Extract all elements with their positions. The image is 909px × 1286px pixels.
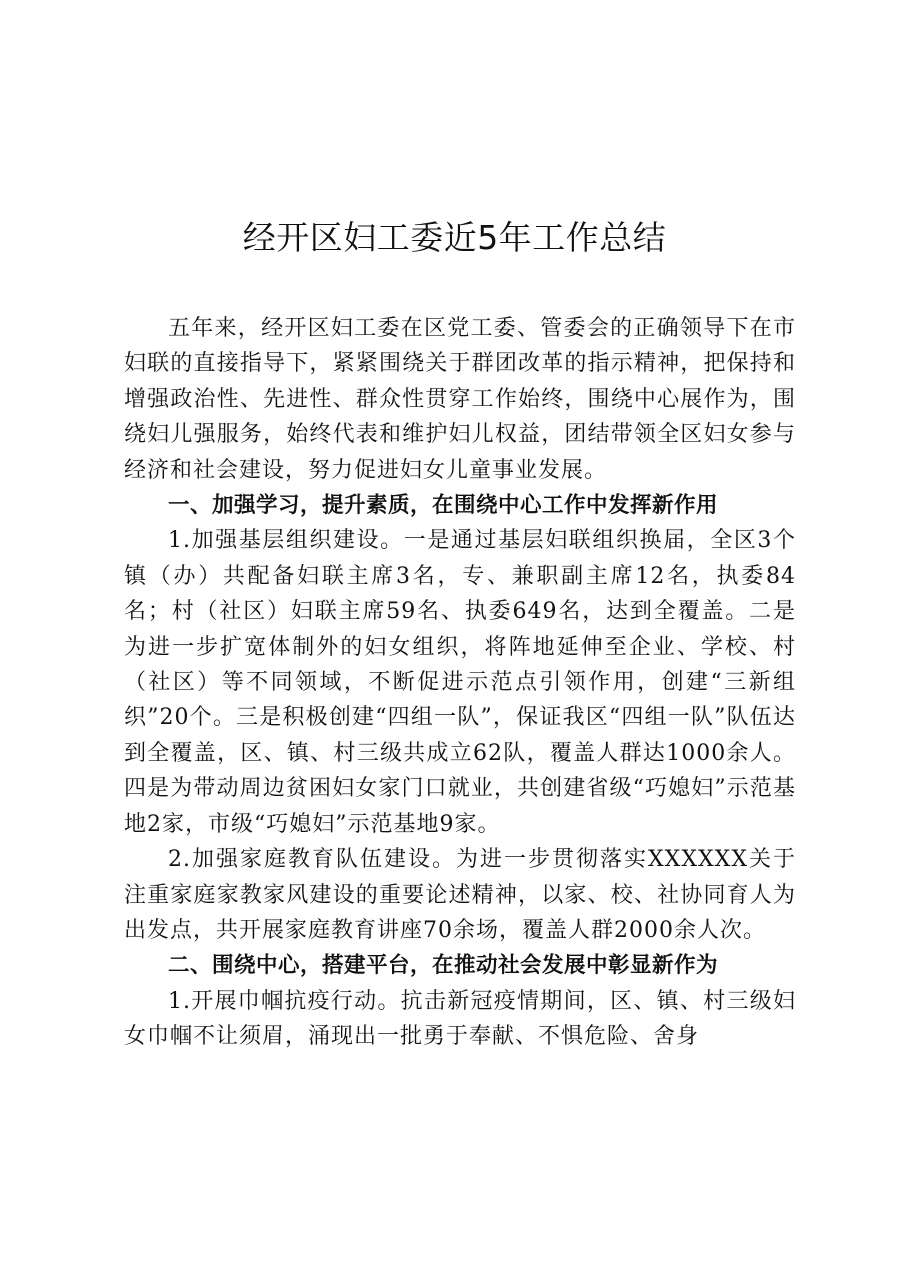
document-title: 经开区妇工委近5年工作总结 [242, 218, 667, 258]
document-body [124, 311, 796, 1055]
paragraph-organization-building: 1.加强基层组织建设。一是通过基层妇联组织换届，全区3个镇（办）共配备妇联主席3名，专、兼职副主席12名，执委84名；村（社区）妇联主席59名、执委649名，达到全覆盖。二是为进一步扩宽体制外的妇女组织，将阵地延伸至企业、学校、村（社区）等不同领域，不断促进示范点引领作用，创建“三新组织”20个。三是积极创建“四组一队”，保证我区“四组一队”队伍达到全覆盖，区、镇、村三级共成立62队，覆盖人群达1000余人。四是为带动周边贫困妇女家门口就业，共创建省级“巧媳妇”示范基地2家，市级“巧媳妇”示范基地9家。 [124, 528, 796, 837]
paragraph-pandemic-action: 1.开展巾帼抗疫行动。抗击新冠疫情期间，区、镇、村三级妇女巾帼不让须眉，涌现出一批勇于奉献、不惧危险、舍身 [124, 988, 796, 1050]
intro-paragraph: 五年来，经开区妇工委在区党工委、管委会的正确领导下在市妇联的直接指导下，紧紧围绕关于群团改革的指示精神，把保持和增强政治性、先进性、群众性贯穿工作始终，围绕中心展作为，围绕妇儿强服务，始终代表和维护妇儿权益，团结带领全区妇女参与经济和社会建设，努力促进妇女儿童事业发展。 [124, 316, 796, 483]
section-heading-2: 二、围绕中心，搭建平台，在推动社会发展中彰显新作为 [168, 953, 719, 979]
paragraph-family-education: 2.加强家庭教育队伍建设。为进一步贯彻落实XXXXXX关于注重家庭家教家风建设的重要论述精神，以家、校、社协同育人为出发点，共开展家庭教育讲座70余场，覆盖人群2000余人次。 [124, 847, 796, 943]
section-heading-1: 一、加强学习，提升素质，在围绕中心工作中发挥新作用 [168, 493, 719, 519]
